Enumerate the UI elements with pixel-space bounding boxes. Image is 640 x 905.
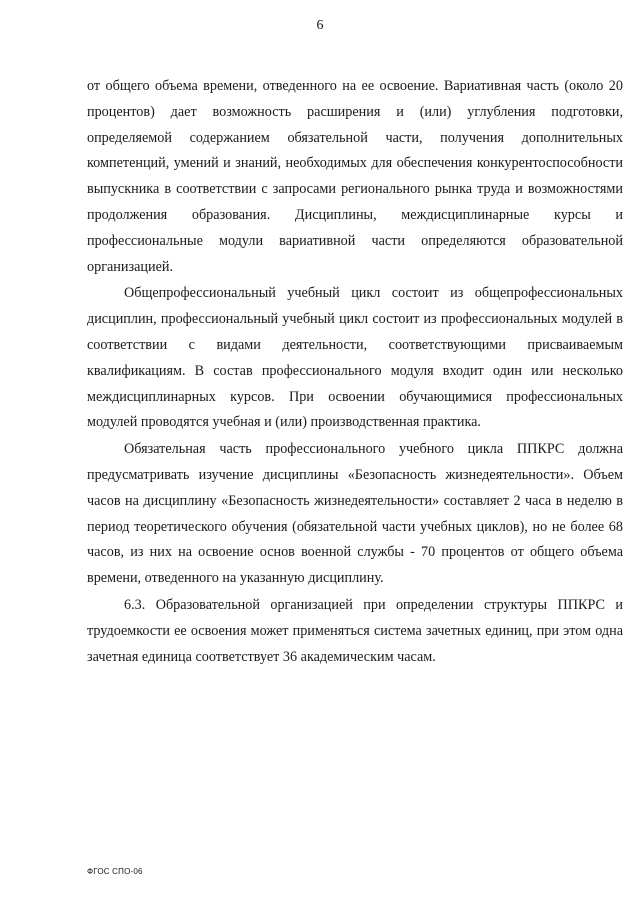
paragraph-life-safety: Обязательная часть профессионального учебного цикла ППКРС должна предусматривать изучение дисциплины «Безопасность жизнедеятельности». Объем часов на дисциплину «Безопасность жизнедеятельности» составляет 2 часа в неделю в период теоретического обучения (обязательной части учебных циклов), но не более 68 часов, из них на освоение основ военной службы - 70 процентов от общего объема времени, отведенного на указанную дисциплину. (87, 441, 623, 587)
footer-label: ФГОС СПО-06 (87, 867, 143, 876)
paragraph-credit-units: 6.3. Образовательной организацией при определении структуры ППКРС и трудоемкости ее освоения может применяться система зачетных единиц, при этом одна зачетная единица соответствует 36 академическим часам. (87, 596, 623, 665)
paragraph-general-cycle: Общепрофессиональный учебный цикл состоит из общепрофессиональных дисциплин, профессиональный учебный цикл состоит из профессиональных модулей в соответствии с видами деятельности, соответствующими присваиваемым квалификациям. В состав профессионального модуля входит один или несколько междисциплинарных курсов. При освоении обучающимися профессиональных модулей проводятся учебная и (или) производственная практика. (87, 285, 623, 431)
page-number: 6 (316, 18, 324, 33)
paragraph-continuation: от общего объема времени, отведенного на ее освоение. Вариативная часть (около 20 процентов) дает возможность расширения и (или) углубления подготовки, определяемой содержанием обязательной части, получения дополнительных компетенций, умений и знаний, необходимых для обеспечения конкурентоспособности выпускника в соответствии с запросами регионального рынка труда и возможностями продолжения образования. Дисциплины, междисциплинарные курсы и профессиональные модули вариативной части определяются образовательной организацией. (87, 78, 623, 275)
document-body (87, 74, 623, 671)
